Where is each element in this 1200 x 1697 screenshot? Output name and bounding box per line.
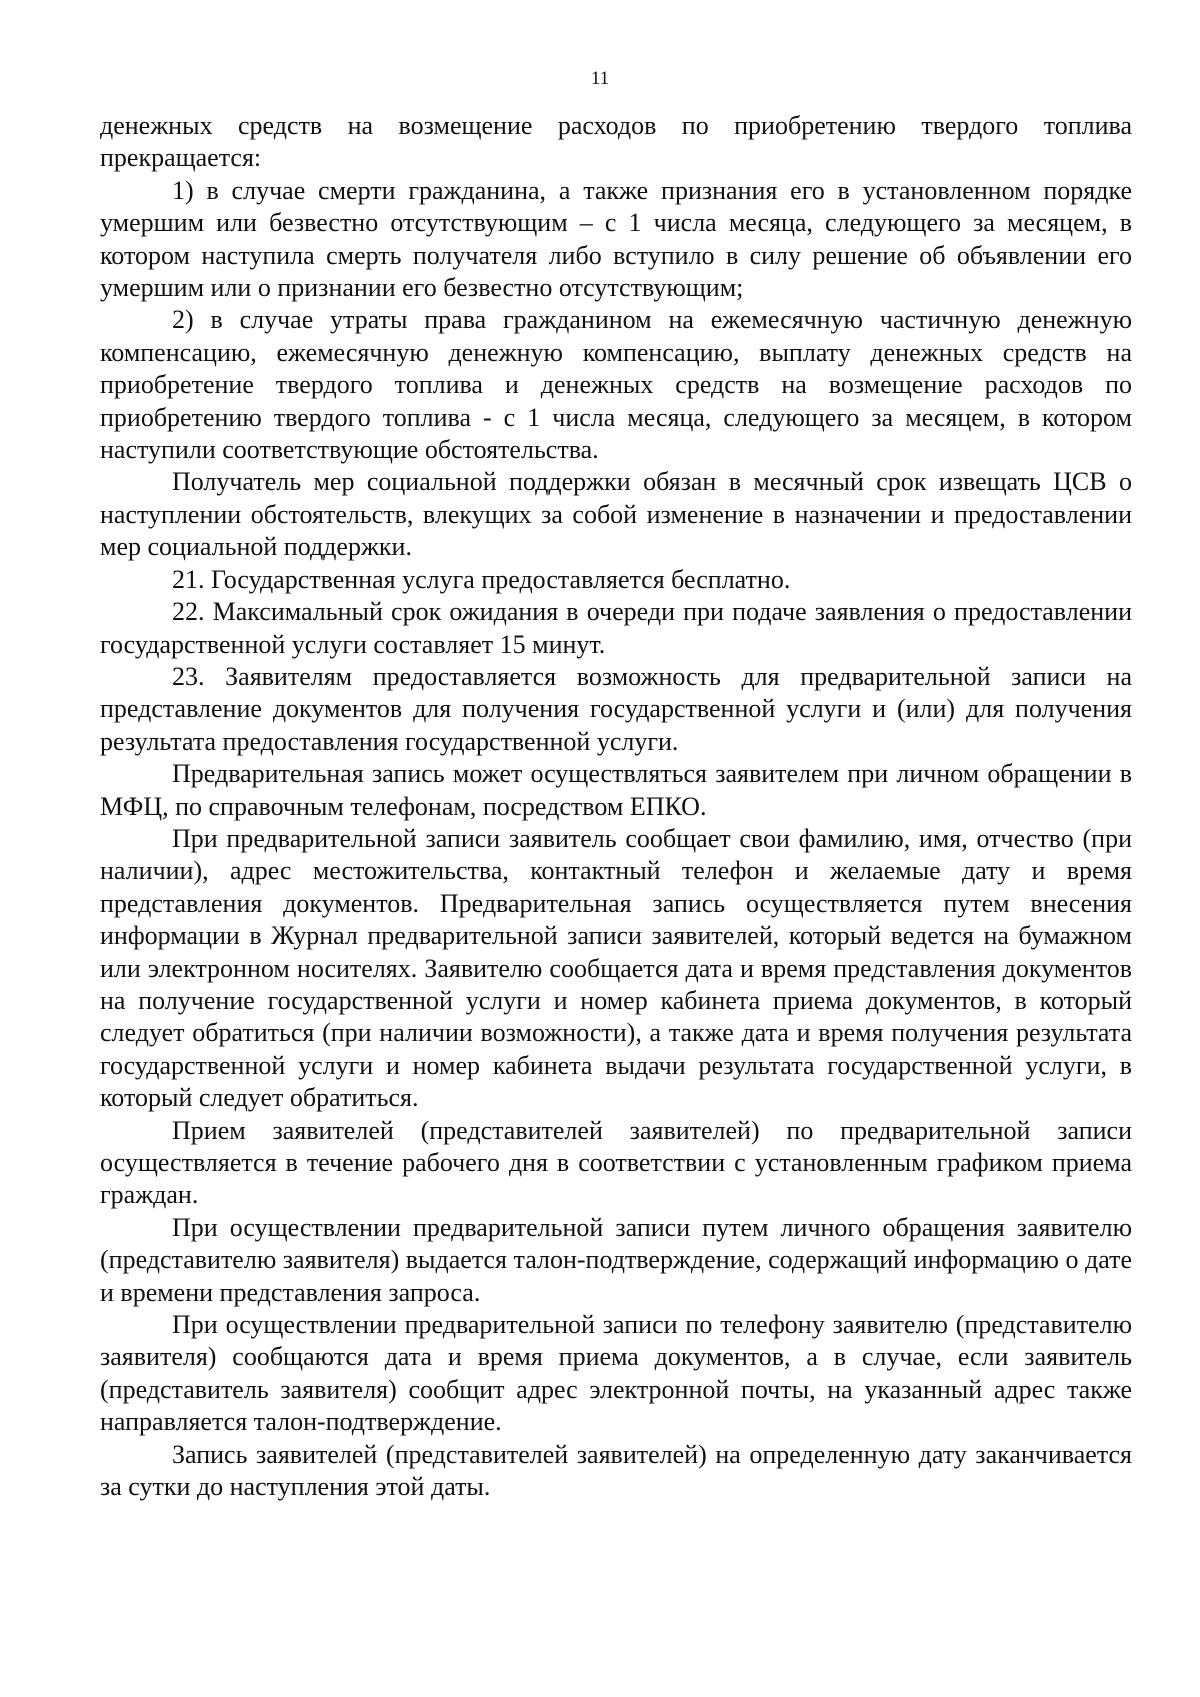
paragraph-recipient-obligation: Получатель мер социальной поддержки обязан в месячный срок извещать ЦСВ о наступлении обстоятельств, влекущих за собой изменение в назначении и предоставлении мер социальной поддержки. (100, 467, 1132, 562)
paragraph-personal-visit-ticket: При осуществлении предварительной записи путем личного обращения заявителю (представителю заявителя) выдается талон-подтверждение, содержащий информацию о дате и времени представления запроса. (100, 1212, 1132, 1307)
paragraph-preliminary-record-channels: Предварительная запись может осуществляться заявителем при личном обращении в МФЦ, по справочным телефонам, посредством ЕПКО. (100, 759, 1132, 821)
paragraph-continuation: денежных средств на возмещение расходов по приобретению твердого топлива прекращается: (100, 111, 1132, 173)
paragraph-22: 22. Максимальный срок ожидания в очереди при подаче заявления о предоставлении государственной услуги составляет 15 минут. (100, 597, 1132, 659)
document-body (100, 110, 1132, 1503)
paragraph-reception-schedule: Прием заявителей (представителей заявителей) по предварительной записи осуществляется в течение рабочего дня в соответствии с установленным графиком приема граждан. (100, 1115, 1132, 1210)
paragraph-preliminary-record-procedure: При предварительной записи заявитель сообщает свои фамилию, имя, отчество (при наличии), адрес местожительства, контактный телефон и желаемые дату и время представления документов. Предварительная запись осуществляется путем внесения информации в Журнал предварительной записи заявителей, который ведется на бумажном или электронном носителях. Заявителю сообщается дата и время представления документов на получение государственной услуги и номер кабинета приема документов, в который следует обратиться (при наличии возможности), а также дата и время получения результата государственной услуги и номер кабинета выдачи результата государственной услуги, в который следует обратиться. (100, 823, 1132, 1113)
paragraph-item-2: 2) в случае утраты права гражданином на ежемесячную частичную денежную компенсацию, ежемесячную денежную компенсацию, выплату денежных средств на приобретение твердого топлива и денежных средств на возмещение расходов по приобретению твердого топлива - с 1 числа месяца, следующего за месяцем, в котором наступили соответствующие обстоятельства. (100, 305, 1132, 465)
paragraph-record-deadline: Запись заявителей (представителей заявителей) на определенную дату заканчивается за сутки до наступления этой даты. (100, 1439, 1132, 1502)
page-number: 11 (590, 68, 610, 89)
paragraph-item-1: 1) в случае смерти гражданина, а также признания его в установленном порядке умершим или безвестно отсутствующим – с 1 числа месяца, следующего за месяцем, в котором наступила смерть получателя либо вступило в силу решение об объявлении его умершим или о признании его безвестно отсутствующим; (100, 175, 1132, 303)
paragraph-21: 21. Государственная услуга предоставляется бесплатно. (172, 564, 791, 594)
paragraph-phone-record: При осуществлении предварительной записи по телефону заявителю (представителю заявителя) сообщаются дата и время приема документов, а в случае, если заявитель (представитель заявителя) сообщит адрес электронной почты, на указанный адрес также направляется талон-подтверждение. (100, 1310, 1132, 1437)
paragraph-23: 23. Заявителям предоставляется возможность для предварительной записи на представление документов для получения государственной услуги и (или) для получения результата предоставления государственной услуги. (100, 661, 1132, 756)
